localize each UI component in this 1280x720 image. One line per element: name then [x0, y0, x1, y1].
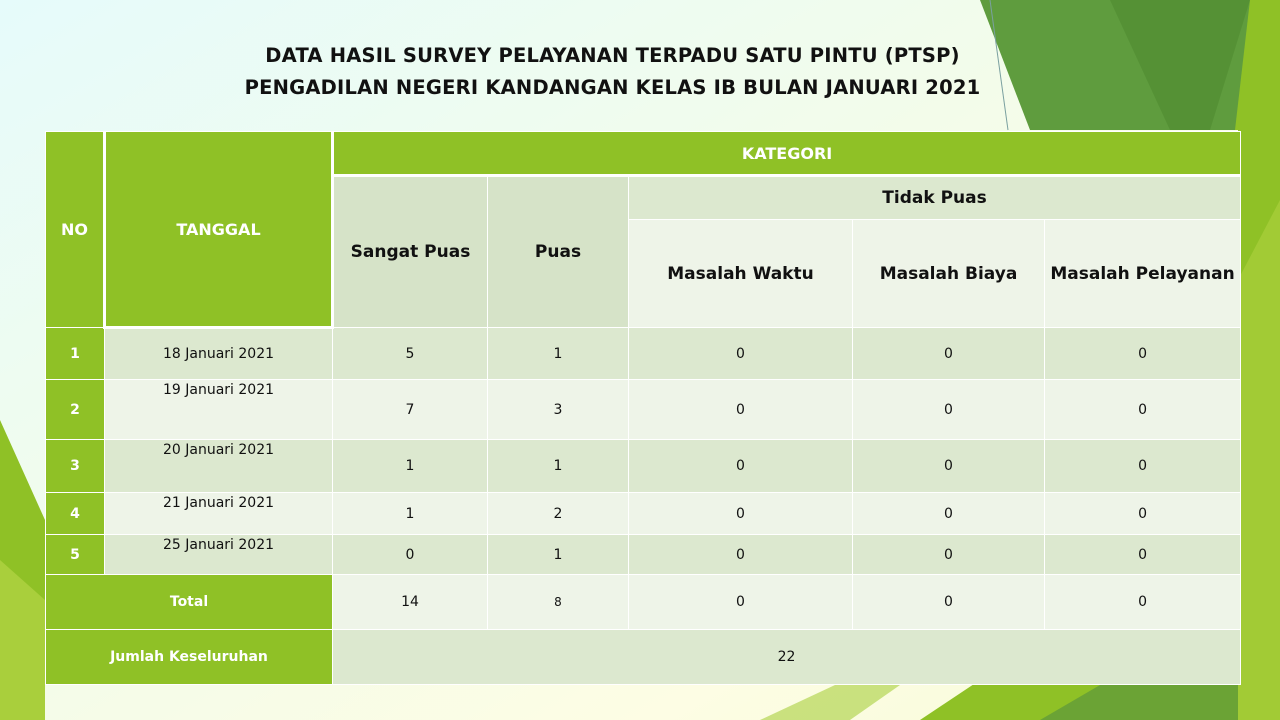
- grand-total-value: 22: [333, 630, 1241, 685]
- row-no: 4: [46, 493, 105, 535]
- total-label: Total: [46, 575, 333, 630]
- table-row: [46, 440, 1241, 493]
- row-puas: 1: [488, 535, 629, 575]
- row-masalah-pelayanan: 0: [1045, 535, 1241, 575]
- row-masalah-pelayanan: 0: [1045, 493, 1241, 535]
- total-masalah-biaya: 0: [853, 575, 1045, 630]
- row-puas: 1: [488, 328, 629, 380]
- row-masalah-waktu: 0: [629, 535, 853, 575]
- title-line-2: PENGADILAN NEGERI KANDANGAN KELAS IB BULAN JANUARI 2021: [244, 76, 981, 99]
- header-tidak-puas: Tidak Puas: [629, 176, 1241, 220]
- total-row: [46, 575, 1241, 630]
- grand-total-label: Jumlah Keseluruhan: [46, 630, 333, 685]
- row-sangat-puas: 1: [333, 440, 488, 493]
- row-no: 1: [46, 328, 105, 380]
- row-masalah-waktu: 0: [629, 328, 853, 380]
- total-masalah-waktu: 0: [629, 575, 853, 630]
- table-row: [46, 380, 1241, 440]
- row-sangat-puas: 5: [333, 328, 488, 380]
- total-sangat-puas: 14: [333, 575, 488, 630]
- row-masalah-biaya: 0: [853, 380, 1045, 440]
- header-masalah-pelayanan: Masalah Pelayanan: [1045, 220, 1241, 328]
- table-row: [46, 493, 1241, 535]
- header-sangat-puas: Sangat Puas: [333, 176, 488, 328]
- row-puas: 2: [488, 493, 629, 535]
- page-title: [0, 40, 1225, 104]
- row-masalah-biaya: 0: [853, 535, 1045, 575]
- row-tanggal: 21 Januari 2021: [105, 493, 333, 535]
- header-puas: Puas: [488, 176, 629, 328]
- row-no: 2: [46, 380, 105, 440]
- title-line-1: DATA HASIL SURVEY PELAYANAN TERPADU SATU PINTU (PTSP): [265, 44, 960, 67]
- row-masalah-biaya: 0: [853, 328, 1045, 380]
- row-masalah-biaya: 0: [853, 493, 1045, 535]
- row-tanggal: 25 Januari 2021: [105, 535, 333, 575]
- row-masalah-biaya: 0: [853, 440, 1045, 493]
- row-tanggal: 18 Januari 2021: [105, 328, 333, 380]
- header-no: NO: [46, 132, 105, 328]
- row-tanggal: 19 Januari 2021: [105, 380, 333, 440]
- table-row: [46, 535, 1241, 575]
- header-masalah-waktu: Masalah Waktu: [629, 220, 853, 328]
- row-puas: 3: [488, 380, 629, 440]
- row-masalah-waktu: 0: [629, 493, 853, 535]
- row-no: 5: [46, 535, 105, 575]
- row-puas: 1: [488, 440, 629, 493]
- total-masalah-pelayanan: 0: [1045, 575, 1241, 630]
- row-sangat-puas: 0: [333, 535, 488, 575]
- row-masalah-pelayanan: 0: [1045, 328, 1241, 380]
- row-masalah-waktu: 0: [629, 380, 853, 440]
- row-no: 3: [46, 440, 105, 493]
- row-masalah-pelayanan: 0: [1045, 380, 1241, 440]
- row-masalah-waktu: 0: [629, 440, 853, 493]
- table-row: [46, 328, 1241, 380]
- total-puas: 8: [488, 575, 629, 630]
- header-kategori: KATEGORI: [333, 132, 1241, 176]
- header-tanggal: TANGGAL: [105, 132, 333, 328]
- row-tanggal: 20 Januari 2021: [105, 440, 333, 493]
- header-masalah-biaya: Masalah Biaya: [853, 220, 1045, 328]
- row-sangat-puas: 7: [333, 380, 488, 440]
- survey-table: [45, 131, 1241, 685]
- row-sangat-puas: 1: [333, 493, 488, 535]
- grand-total-row: [46, 630, 1241, 685]
- row-masalah-pelayanan: 0: [1045, 440, 1241, 493]
